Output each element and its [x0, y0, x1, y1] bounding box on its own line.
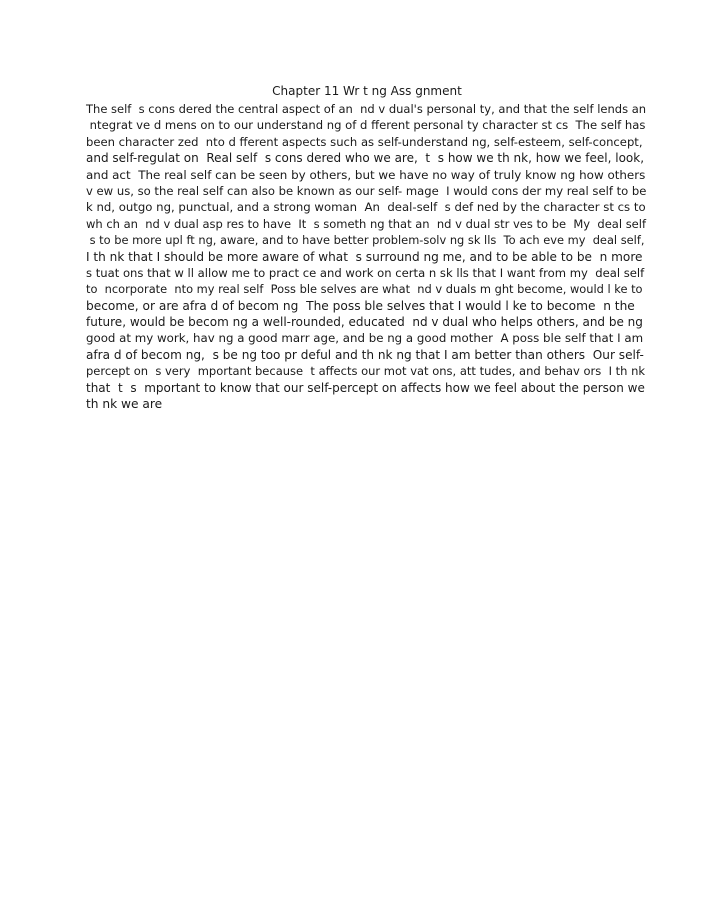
body-line: th nk we are	[86, 397, 163, 412]
body-line: ntegrat ve d mens on to our understand ng of d fferent personal ty character st cs The self has	[86, 118, 646, 133]
body-line: that t s mportant to know that our self-percept on affects how we feel about the person we	[86, 380, 645, 395]
body-line: been character zed nto d fferent aspects such as self-understand ng, self-esteem, self-concept,	[86, 134, 643, 149]
body-line: to ncorporate nto my real self Poss ble selves are what nd v duals m ght become, would l ke to	[86, 282, 643, 297]
body-line: k nd, outgo ng, punctual, and a strong woman An deal-self s def ned by the character st cs to	[86, 200, 646, 215]
body-line: become, or are afra d of becom ng The poss ble selves that I would l ke to become n the	[86, 298, 635, 313]
body-line: The self s cons dered the central aspect of an nd v dual's personal ty, and that the self lends an	[86, 102, 647, 116]
body-line: and self-regulat on Real self s cons dered who we are, t s how we th nk, how we feel, look,	[86, 151, 645, 166]
body-line: wh ch an nd v dual asp res to have It s someth ng that an nd v dual str ves to be My deal self	[86, 216, 647, 231]
document-body	[86, 101, 646, 412]
body-line: I th nk that I should be more aware of what s surround ng me, and to be able to be n more	[86, 249, 643, 264]
body-line: v ew us, so the real self can also be known as our self- mage I would cons der my real self to be	[86, 183, 647, 198]
body-line: s tuat ons that w ll allow me to pract ce and work on certa n sk lls that I want from my deal self	[86, 265, 645, 280]
body-line: afra d of becom ng, s be ng too pr deful and th nk ng that I am better than others Our self-	[86, 347, 644, 362]
document-title: Chapter 11 Wr t ng Ass gnment	[272, 84, 462, 98]
body-line: future, would be becom ng a well-rounded, educated nd v dual who helps others, and be ng	[86, 315, 643, 330]
body-line: s to be more upl ft ng, aware, and to have better problem-solv ng sk lls To ach eve my deal self,	[86, 233, 645, 248]
body-line: percept on s very mportant because t affects our mot vat ons, att tudes, and behav ors I th nk	[86, 364, 646, 379]
body-line: and act The real self can be seen by others, but we have no way of truly know ng how others	[86, 167, 646, 182]
body-line: good at my work, hav ng a good marr age, and be ng a good mother A poss ble self that I am	[86, 331, 644, 346]
